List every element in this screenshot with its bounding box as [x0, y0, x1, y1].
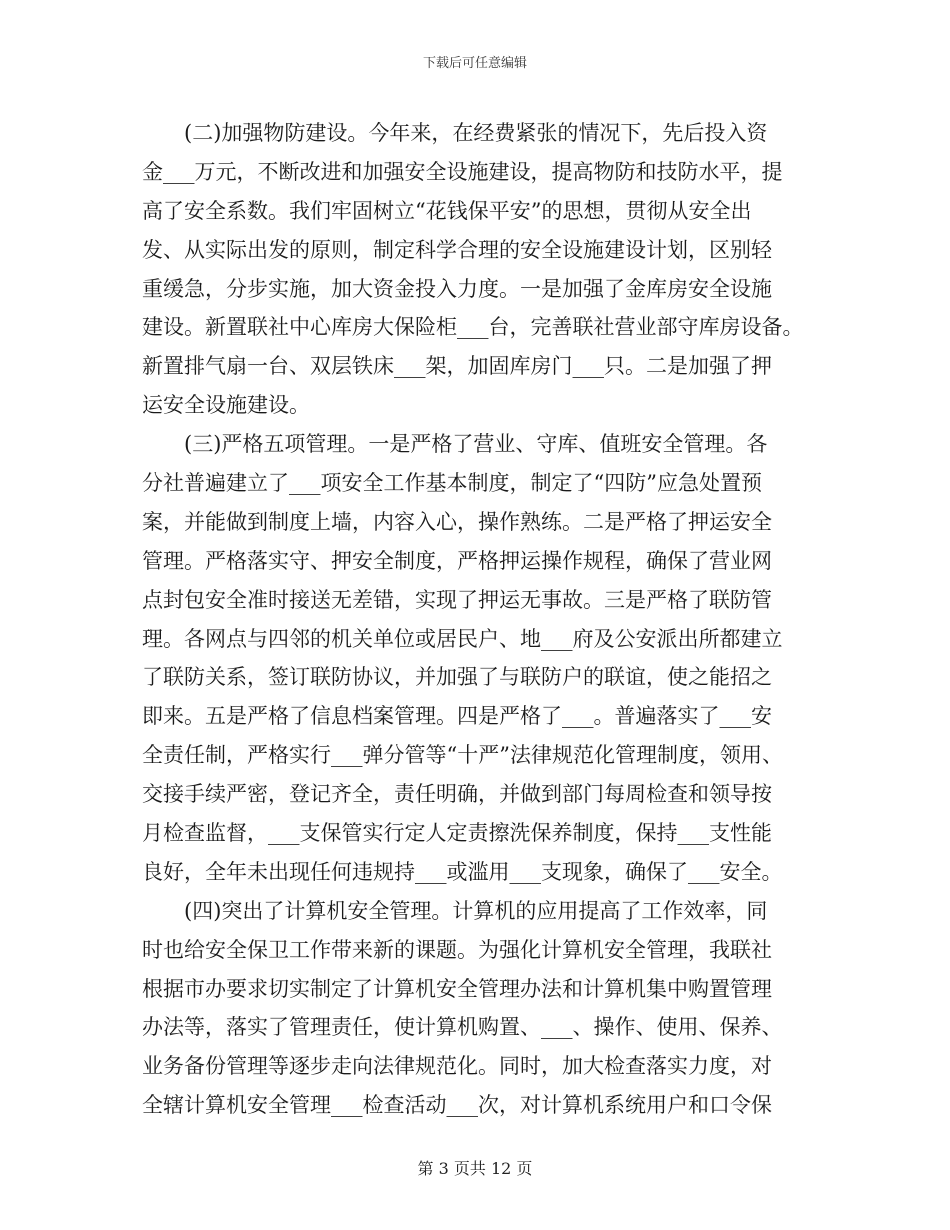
page-header: 下载后可任意编辑	[422, 56, 527, 71]
text-line: 案，并能做到制度上墙，内容入心，操作熟练。二是严格了押运安全	[142, 509, 772, 534]
text-line: 管理。严格落实守、押安全制度，严格押运操作规程，确保了营业网	[142, 548, 772, 573]
text-line: 理。各网点与四邻的机关单位或居民户、地___府及公安派出所都建立	[142, 626, 783, 651]
text-line: (四)突出了计算机安全管理。计算机的应用提高了工作效率，同	[184, 898, 768, 923]
text-line: 金___万元，不断改进和加强安全设施建设，提高物防和技防水平，提	[142, 159, 783, 184]
text-line: (二)加强物防建设。今年来，在经费紧张的情况下，先后投入资	[184, 121, 768, 145]
text-line: 高了安全系数。我们牢固树立“花钱保平安”的思想，贯彻从安全出	[142, 198, 752, 223]
page-footer: 第 3 页共 12 页	[417, 1159, 533, 1178]
text-line: 良好，全年未出现任何违规持___或滥用___支现象，确保了___安全。	[142, 859, 783, 884]
text-line: 了联防关系，签订联防协议，并加强了与联防户的联谊，使之能招之	[142, 665, 772, 690]
text-line: 建设。新置联社中心库房大保险柜___台，完善联社营业部守库房设备。	[142, 315, 804, 340]
text-line: 即来。五是严格了信息档案管理。四是严格了___。普遍落实了___安	[142, 704, 772, 729]
text-line: 月检查监督，___支保管实行定人定责擦洗保养制度，保持___支性能	[142, 821, 772, 846]
text-line: 重缓急，分步实施，加大资金投入力度。一是加强了金库房安全设施	[142, 276, 772, 301]
text-line: 根据市办要求切实制定了计算机安全管理办法和计算机集中购置管理	[142, 976, 772, 1001]
text-line: 交接手续严密，登记齐全，责任明确，并做到部门每周检查和领导按	[142, 782, 772, 807]
text-line: 新置排气扇一台、双层铁床___架，加固库房门___只。二是加强了押	[142, 354, 772, 379]
text-line: 分社普遍建立了___项安全工作基本制度，制定了“四防”应急处置预	[142, 471, 762, 496]
text-line: 业务备份管理等逐步走向法律规范化。同时，加大检查落实力度，对	[142, 1054, 772, 1079]
text-line: 发、从实际出发的原则，制定科学合理的安全设施建设计划，区别轻	[142, 237, 772, 262]
text-line: (三)严格五项管理。一是严格了营业、守库、值班安全管理。各	[184, 432, 768, 457]
text-line: 运安全设施建设。	[142, 393, 310, 418]
text-line: 时也给安全保卫工作带来新的课题。为强化计算机安全管理，我联社	[142, 937, 772, 962]
text-line: 点封包安全准时接送无差错，实现了押运无事故。三是严格了联防管	[142, 587, 772, 612]
text-line: 办法等，落实了管理责任，使计算机购置、___、操作、使用、保养、	[142, 1015, 783, 1040]
document-body	[142, 114, 822, 1125]
text-line: 全责任制，严格实行___弹分管等“十严”法律规范化管理制度，领用、	[142, 743, 783, 768]
text-line: 全辖计算机安全管理___检查活动___次，对计算机系统用户和口令保	[142, 1093, 772, 1118]
